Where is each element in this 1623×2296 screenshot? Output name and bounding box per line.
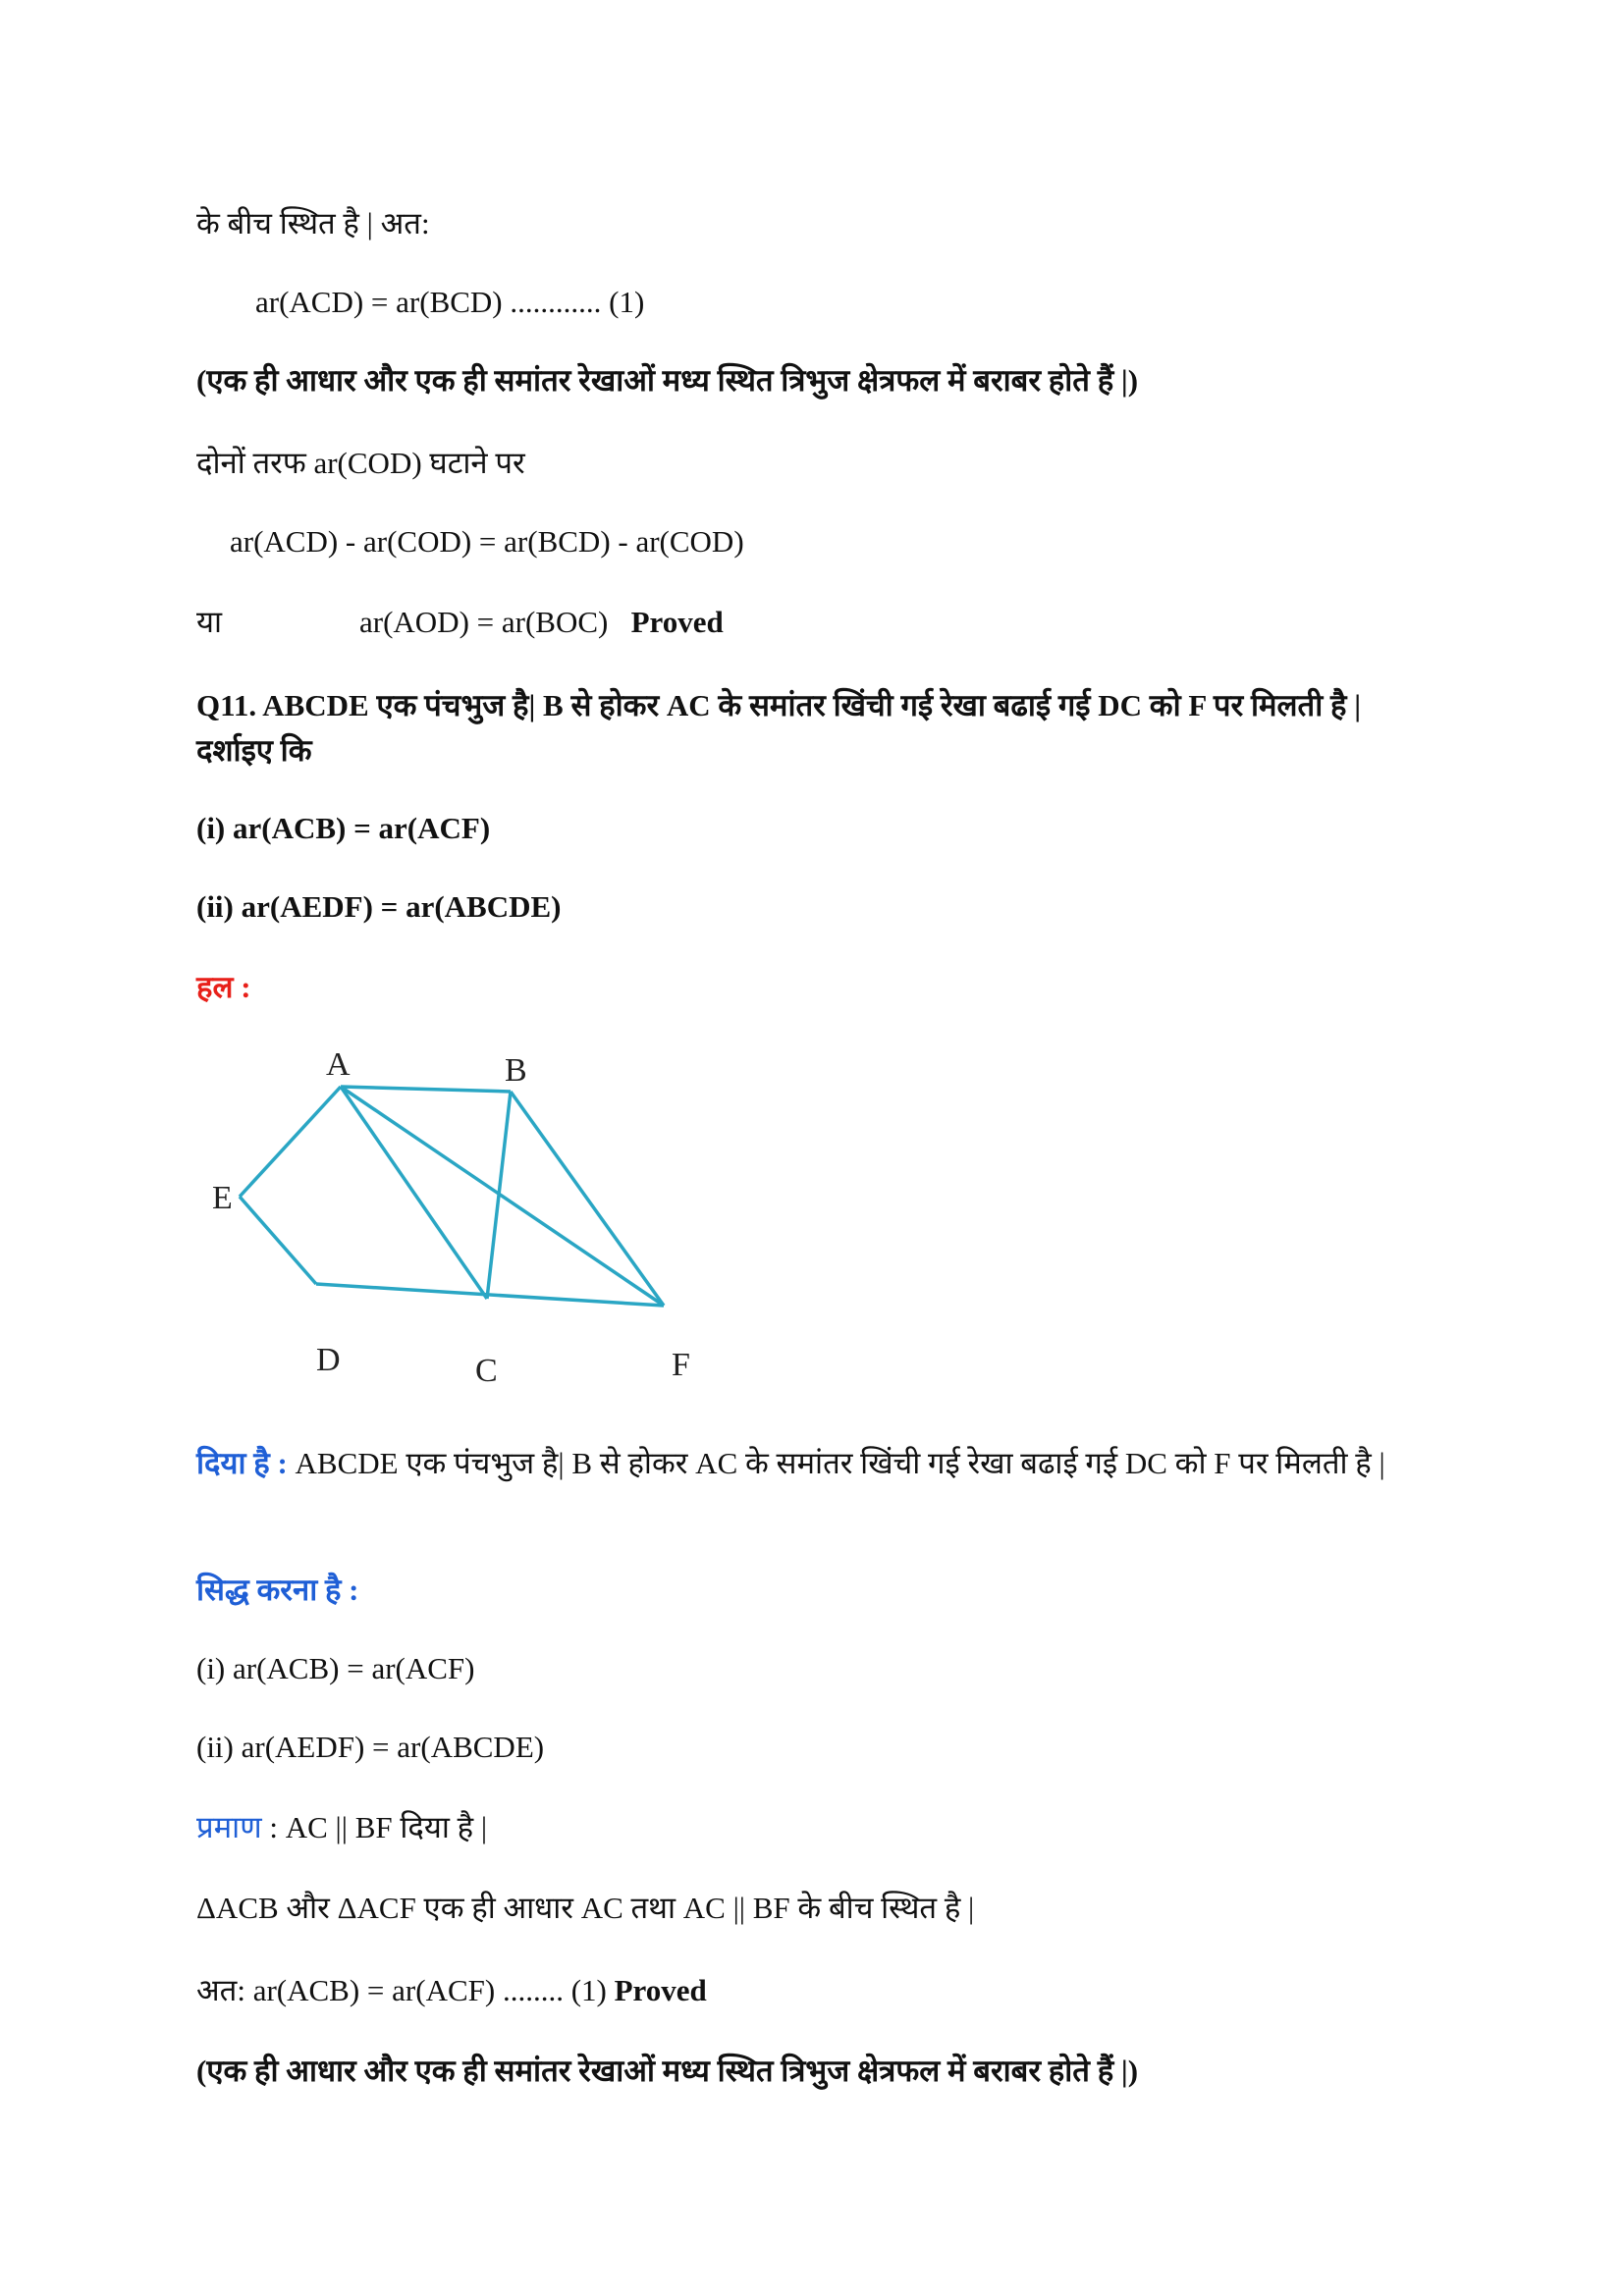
subtract-step: दोनों तरफ ar(COD) घटाने पर — [196, 446, 525, 480]
conclusion-line — [196, 1969, 707, 2012]
triangles-statement: ΔACB और ΔACF एक ही आधार AC तथा AC || BF के बीच स्थित है | — [196, 1891, 975, 1925]
vertex-label-f: F — [672, 1347, 690, 1383]
continuation-line: के बीच स्थित है | अत: — [196, 206, 430, 240]
given-label: दिया है : — [196, 1446, 288, 1480]
question-part-i: (i) ar(ACB) = ar(ACF) — [196, 811, 491, 845]
vertex-label-c: C — [475, 1353, 498, 1389]
proof-label: प्रमाण — [196, 1810, 262, 1844]
result-equation: ar(AOD) = ar(BOC) — [359, 605, 609, 639]
question-11: Q11. ABCDE एक पंचभुज है| B से होकर AC के समांतर खिंची गई रेखा बढाई गई DC को F पर मिलती है | दर्शाइए कि — [196, 688, 1362, 768]
theorem-note-2: (एक ही आधार और एक ही समांतर रेखाओं मध्य स्थित त्रिभुज क्षेत्रफल में बराबर होते हैं |) — [196, 2054, 1139, 2088]
proved-label-2: Proved — [614, 1973, 707, 2007]
edge-ed — [240, 1197, 316, 1284]
edge-ab — [341, 1087, 511, 1092]
vertex-label-d: D — [316, 1342, 341, 1378]
pentagon-figure — [196, 1036, 707, 1399]
to-prove-ii: (ii) ar(AEDF) = ar(ABCDE) — [196, 1730, 545, 1764]
vertex-label-a: A — [326, 1046, 351, 1083]
edge-af — [341, 1087, 664, 1306]
solution-heading: हल : — [196, 970, 251, 1004]
proof-line — [196, 1806, 487, 1849]
edge-bc — [487, 1092, 511, 1299]
result-line — [196, 601, 724, 644]
proved-label: Proved — [630, 605, 724, 639]
edge-ae — [240, 1087, 341, 1197]
result-prefix: या — [196, 605, 223, 639]
equation-1: ar(ACD) = ar(BCD) ............ (1) — [255, 285, 645, 319]
proof-text: : AC || BF दिया है | — [269, 1810, 488, 1844]
question-part-ii: (ii) ar(AEDF) = ar(ABCDE) — [196, 889, 562, 924]
vertex-label-e: E — [212, 1180, 233, 1216]
edge-ac — [341, 1087, 487, 1299]
to-prove-heading: सिद्ध करना है : — [196, 1573, 359, 1607]
given-paragraph — [196, 1441, 1434, 1486]
to-prove-i: (i) ar(ACB) = ar(ACF) — [196, 1651, 475, 1685]
vertex-label-b: B — [505, 1052, 527, 1089]
equation-2: ar(ACD) - ar(COD) = ar(BCD) - ar(COD) — [230, 524, 744, 559]
theorem-note: (एक ही आधार और एक ही समांतर रेखाओं मध्य स्थित त्रिभुज क्षेत्रफल में बराबर होते हैं |) — [196, 363, 1139, 398]
given-text: ABCDE एक पंचभुज है| B से होकर AC के समांतर खिंची गई रेखा बढाई गई DC को F पर मिलती है | — [295, 1446, 1385, 1480]
edge-bf — [511, 1092, 664, 1306]
conclusion-equation: अत: ar(ACB) = ar(ACF) ........ (1) — [196, 1973, 607, 2007]
